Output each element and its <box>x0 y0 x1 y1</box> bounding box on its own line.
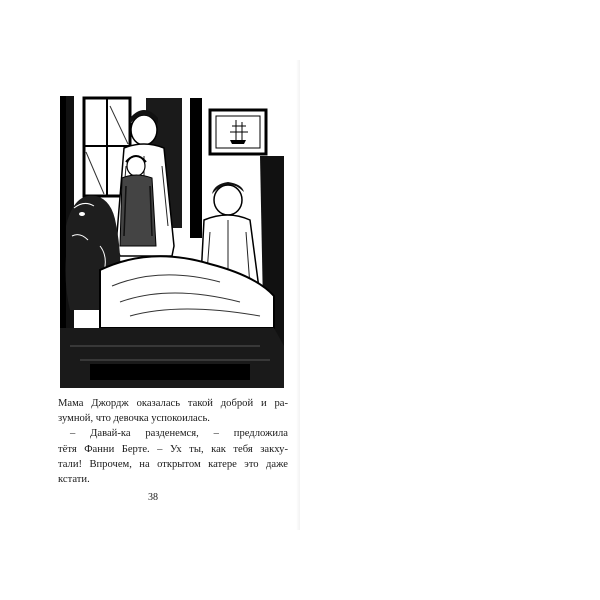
page-number-left: 38 <box>148 492 158 503</box>
right-page <box>300 0 600 600</box>
text-line: зумной, что девочка успокоилась. <box>58 413 210 425</box>
left-page-text <box>58 396 288 487</box>
text-line: – Давай-ка разденемся, – предложила <box>70 428 288 440</box>
text-line: кстати. <box>58 473 90 485</box>
text-line: тали! Впрочем, на открытом катере это даже <box>58 458 288 470</box>
text-line: Мама Джордж оказалась такой доброй и ра- <box>58 398 288 409</box>
bedroom-illustration <box>60 96 284 388</box>
text-line: тётя Фанни Берте. – Ух ты, как тебя закху- <box>58 443 288 455</box>
